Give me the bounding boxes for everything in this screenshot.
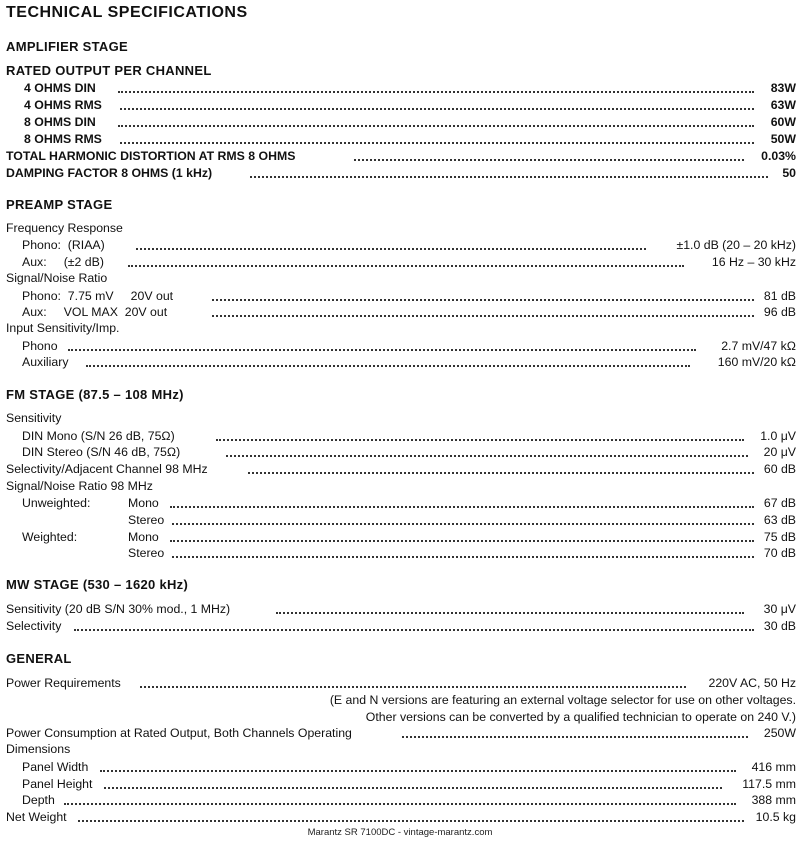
leader-dots bbox=[64, 793, 736, 805]
spec-value: 416 mm bbox=[751, 760, 796, 774]
spec-row-unweighted-mono bbox=[0, 495, 796, 511]
spec-row-depth bbox=[0, 792, 796, 808]
spec-label: Stereo bbox=[128, 513, 165, 527]
spec-row-fm-selectivity bbox=[0, 461, 796, 477]
spec-label: Mono bbox=[128, 530, 159, 544]
rated-output-heading: RATED OUTPUT PER CHANNEL bbox=[6, 63, 212, 78]
spec-row-8ohms-rms bbox=[0, 131, 796, 147]
spec-label: DAMPING FACTOR 8 OHMS (1 kHz) bbox=[6, 166, 213, 180]
spec-value: 220V AC, 50 Hz bbox=[708, 676, 796, 690]
spec-row-weighted-stereo bbox=[0, 545, 796, 561]
spec-value: 83W bbox=[770, 81, 796, 95]
spec-row-damping bbox=[0, 165, 796, 181]
spec-value: 10.5 kg bbox=[755, 810, 796, 824]
leader-dots bbox=[100, 760, 736, 772]
spec-label: Aux: VOL MAX 20V out bbox=[22, 305, 168, 319]
spec-label: Selectivity bbox=[6, 619, 62, 633]
fm-sensitivity-heading: Sensitivity bbox=[6, 411, 62, 425]
spec-label: Depth bbox=[22, 793, 55, 807]
spec-value: 60W bbox=[770, 115, 796, 129]
leader-dots bbox=[120, 98, 754, 110]
voltage-note-line-1: (E and N versions are featuring an external voltage selector for use on other voltages. bbox=[329, 693, 796, 707]
spec-value: 20 μV bbox=[763, 445, 796, 459]
page-footer: Marantz SR 7100DC - vintage-marantz.com bbox=[307, 827, 493, 838]
spec-value: 63 dB bbox=[763, 513, 796, 527]
spec-row-panel-height bbox=[0, 776, 796, 792]
spec-value: 96 dB bbox=[763, 305, 796, 319]
spec-row-aux-freq bbox=[0, 254, 796, 270]
voltage-note-line-2: Other versions can be converted by a qualified technician to operate on 240 V.) bbox=[365, 710, 796, 724]
spec-value: 70 dB bbox=[763, 546, 796, 560]
leader-dots bbox=[136, 238, 646, 250]
spec-value: 81 dB bbox=[763, 289, 796, 303]
spec-row-8ohms-din bbox=[0, 114, 796, 130]
spec-value: 250W bbox=[763, 726, 796, 740]
sn-ratio-heading: Signal/Noise Ratio bbox=[6, 271, 108, 285]
weighted-label: Weighted: bbox=[22, 530, 78, 544]
spec-row-unweighted-stereo bbox=[0, 512, 796, 528]
leader-dots bbox=[170, 530, 754, 542]
mw-stage-heading: MW STAGE (530 – 1620 kHz) bbox=[6, 577, 189, 592]
preamp-stage-heading: PREAMP STAGE bbox=[6, 197, 113, 212]
spec-row-power-consumption bbox=[0, 725, 796, 741]
leader-dots bbox=[226, 445, 748, 457]
spec-label: 4 OHMS DIN bbox=[24, 81, 96, 95]
leader-dots bbox=[74, 619, 754, 631]
leader-dots bbox=[78, 810, 744, 822]
input-sensitivity-heading: Input Sensitivity/Imp. bbox=[6, 321, 120, 335]
spec-value: 50 bbox=[782, 166, 796, 180]
spec-label: 8 OHMS RMS bbox=[24, 132, 102, 146]
leader-dots bbox=[170, 496, 754, 508]
leader-dots bbox=[86, 355, 690, 367]
amplifier-stage-heading: AMPLIFIER STAGE bbox=[6, 39, 128, 54]
spec-value: 63W bbox=[770, 98, 796, 112]
general-heading: GENERAL bbox=[6, 651, 72, 666]
leader-dots bbox=[128, 255, 684, 267]
spec-label: 8 OHMS DIN bbox=[24, 115, 96, 129]
spec-value: 50W bbox=[770, 132, 796, 146]
spec-value: 0.03% bbox=[761, 149, 796, 163]
spec-value: 75 dB bbox=[763, 530, 796, 544]
spec-label: Phono bbox=[22, 339, 58, 353]
spec-value: 60 dB bbox=[763, 462, 796, 476]
spec-row-phono-freq bbox=[0, 237, 796, 253]
leader-dots bbox=[250, 166, 768, 178]
spec-row-power-requirements bbox=[0, 675, 796, 691]
leader-dots bbox=[120, 132, 754, 144]
spec-value: 30 μV bbox=[763, 602, 796, 616]
spec-value: 16 Hz – 30 kHz bbox=[711, 255, 796, 269]
leader-dots bbox=[212, 305, 754, 317]
leader-dots bbox=[118, 81, 754, 93]
spec-label: Mono bbox=[128, 496, 159, 510]
spec-row-mw-selectivity bbox=[0, 618, 796, 634]
spec-label: DIN Mono (S/N 26 dB, 75Ω) bbox=[22, 429, 175, 443]
leader-dots bbox=[172, 513, 754, 525]
leader-dots bbox=[140, 676, 686, 688]
spec-label: 4 OHMS RMS bbox=[24, 98, 102, 112]
leader-dots bbox=[216, 429, 744, 441]
spec-row-4ohms-din bbox=[0, 80, 796, 96]
spec-row-weighted-mono bbox=[0, 529, 796, 545]
spec-row-mw-sensitivity bbox=[0, 601, 796, 617]
spec-row-net-weight bbox=[0, 809, 796, 825]
spec-value: 1.0 μV bbox=[760, 429, 796, 443]
leader-dots bbox=[402, 726, 748, 738]
spec-row-aux-sn bbox=[0, 304, 796, 320]
spec-row-panel-width bbox=[0, 759, 796, 775]
spec-label: Sensitivity (20 dB S/N 30% mod., 1 MHz) bbox=[6, 602, 231, 616]
dimensions-heading: Dimensions bbox=[6, 742, 71, 756]
fm-stage-heading: FM STAGE (87.5 – 108 MHz) bbox=[6, 387, 184, 402]
spec-row-4ohms-rms bbox=[0, 97, 796, 113]
spec-row-din-stereo bbox=[0, 444, 796, 460]
spec-label: TOTAL HARMONIC DISTORTION AT RMS 8 OHMS bbox=[6, 149, 296, 163]
leader-dots bbox=[172, 546, 754, 558]
spec-label: Panel Height bbox=[22, 777, 93, 791]
leader-dots bbox=[104, 777, 722, 789]
spec-label: Aux: (±2 dB) bbox=[22, 255, 104, 269]
leader-dots bbox=[248, 462, 754, 474]
spec-label: Net Weight bbox=[6, 810, 67, 824]
spec-label: Auxiliary bbox=[22, 355, 69, 369]
unweighted-label: Unweighted: bbox=[22, 496, 91, 510]
spec-label: Power Consumption at Rated Output, Both Channels Operating bbox=[6, 726, 352, 740]
leader-dots bbox=[354, 149, 744, 161]
leader-dots bbox=[276, 602, 744, 614]
spec-value: 30 dB bbox=[763, 619, 796, 633]
spec-row-phono-sn bbox=[0, 288, 796, 304]
spec-row-phono-input bbox=[0, 338, 796, 354]
spec-row-thd bbox=[0, 148, 796, 164]
leader-dots bbox=[68, 339, 696, 351]
spec-value: ±1.0 dB (20 – 20 kHz) bbox=[676, 238, 796, 252]
spec-label: Selectivity/Adjacent Channel 98 MHz bbox=[6, 462, 208, 476]
spec-label: Panel Width bbox=[22, 760, 89, 774]
spec-value: 160 mV/20 kΩ bbox=[717, 355, 796, 369]
spec-row-aux-input bbox=[0, 354, 796, 370]
leader-dots bbox=[212, 289, 754, 301]
spec-label: Stereo bbox=[128, 546, 165, 560]
freq-response-heading: Frequency Response bbox=[6, 221, 123, 235]
spec-value: 67 dB bbox=[763, 496, 796, 510]
leader-dots bbox=[118, 115, 754, 127]
spec-row-din-mono bbox=[0, 428, 796, 444]
page-title: TECHNICAL SPECIFICATIONS bbox=[6, 4, 248, 21]
spec-label: Phono: (RIAA) bbox=[22, 238, 105, 252]
spec-label: DIN Stereo (S/N 46 dB, 75Ω) bbox=[22, 445, 181, 459]
spec-label: Power Requirements bbox=[6, 676, 121, 690]
fm-sn-heading: Signal/Noise Ratio 98 MHz bbox=[6, 479, 153, 493]
spec-value: 117.5 mm bbox=[742, 777, 796, 791]
spec-value: 2.7 mV/47 kΩ bbox=[721, 339, 796, 353]
spec-label: Phono: 7.75 mV 20V out bbox=[22, 289, 174, 303]
spec-value: 388 mm bbox=[751, 793, 796, 807]
